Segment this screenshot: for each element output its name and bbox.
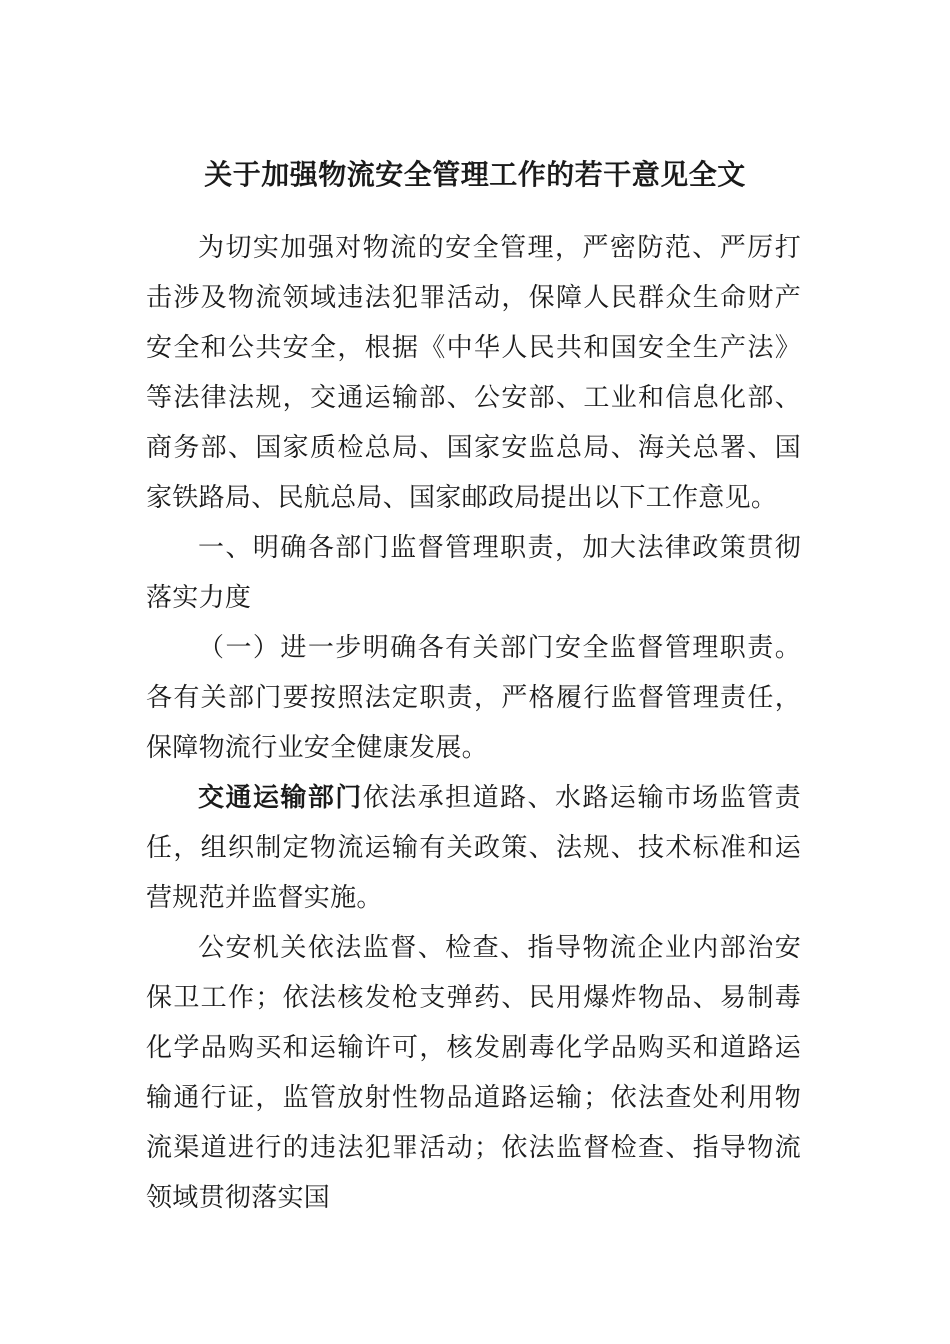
paragraph-text: 依法承担道路、水路运输市场监管责任，组织制定物流运输有关政策、法规、技术标准和运营规范并监督实施。 — [146, 783, 801, 913]
paragraph-text: 为切实加强对物流的安全管理，严密防范、严厉打击涉及物流领域违法犯罪活动，保障人民群众生命财产安全和公共安全，根据《中华人民共和国安全生产法》等法律法规，交通运输部、公安部、工业和信息化部、商务部、国家质检总局、国家安监总局、海关总署、国家铁路局、民航总局、国家邮政局提出以下工作意见。 — [146, 233, 801, 513]
section-heading-1 — [146, 523, 801, 623]
subsection-1 — [146, 623, 801, 773]
document-title: 关于加强物流安全管理工作的若干意见全文 — [204, 158, 746, 191]
paragraph-text: 公安机关依法监督、检查、指导物流企业内部治安保卫工作；依法核发枪支弹药、民用爆炸物品、易制毒化学品购买和运输许可，核发剧毒化学品购买和道路运输通行证，监管放射性物品道路运输；依法查处利用物流渠道进行的违法犯罪活动；依法监督检查、指导物流领域贯彻落实国 — [146, 933, 801, 1213]
paragraph-police — [146, 923, 801, 1223]
paragraph-text: 一、明确各部门监督管理职责，加大法律政策贯彻落实力度 — [146, 533, 801, 613]
document-body — [146, 223, 801, 1223]
bold-lead-text: 交通运输部门 — [198, 783, 363, 813]
paragraph-transport — [146, 773, 801, 923]
paragraph-text: （一）进一步明确各有关部门安全监督管理职责。各有关部门要按照法定职责，严格履行监督管理责任，保障物流行业安全健康发展。 — [146, 633, 801, 763]
paragraph-intro — [146, 223, 801, 523]
